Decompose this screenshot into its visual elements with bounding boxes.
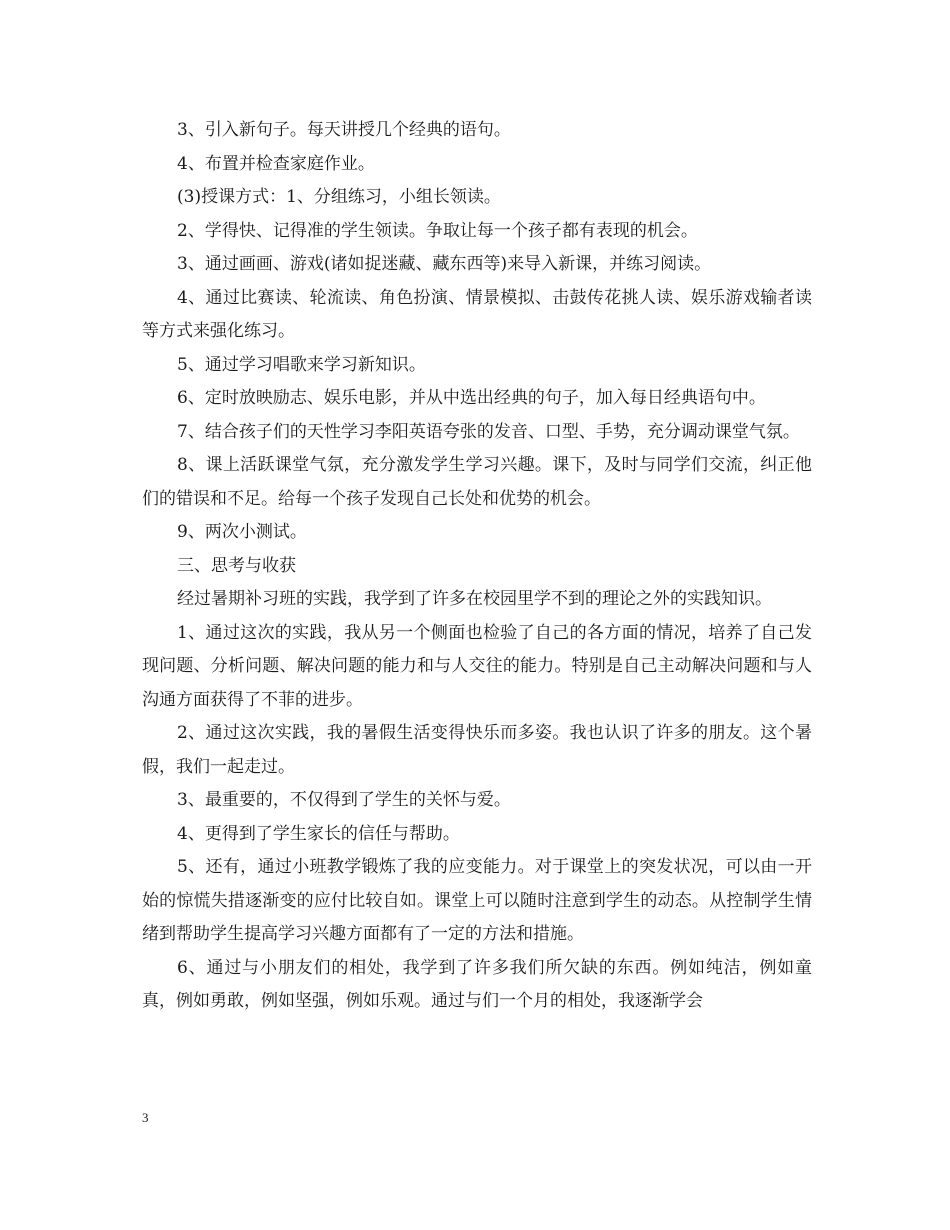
document-body [142,114,812,1019]
paragraph: 2、通过这次实践，我的暑假生活变得快乐而多姿。我也认识了许多的朋友。这个暑假，我们一起走过。 [142,723,812,777]
paragraph: 经过暑期补习班的实践，我学到了许多在校园里学不到的理论之外的实践知识。 [177,589,772,609]
paragraph: 5、还有，通过小班教学锻炼了我的应变能力。对于课堂上的突发状况，可以由一开始的惊慌失措逐渐变的应付比较自如。课堂上可以随时注意到学生的动态。从控制学生情绪到帮助学生提高学习兴趣方面都有了一定的方法和措施。 [142,857,812,944]
paragraph: 8、课上活跃课堂气氛，充分激发学生学习兴趣。课下，及时与同学们交流，纠正他们的错误和不足。给每一个孩子发现自己长处和优势的机会。 [142,455,812,509]
paragraph: 7、结合孩子们的天性学习李阳英语夸张的发音、口型、手势，充分调动课堂气氛。 [177,421,800,442]
paragraph: 3、引入新句子。每天讲授几个经典的语句。 [177,120,511,140]
paragraph: 4、布置并检查家庭作业。 [177,153,375,174]
paragraph: 5、通过学习唱歌来学习新知识。 [177,354,426,375]
paragraph: 4、通过比赛读、轮流读、角色扮演、情景模拟、击鼓传花挑人读、娱乐游戏输者读等方式来强化练习。 [142,287,812,341]
paragraph: (3)授课方式：1、分组练习，小组长领读。 [177,187,501,207]
paragraph: 1、通过这次的实践，我从另一个侧面也检验了自己的各方面的情况，培养了自己发现问题、分析问题、解决问题的能力和与人交往的能力。特别是自己主动解决问题和与人沟通方面获得了不菲的进步。 [142,622,812,710]
section-heading: 三、思考与收获 [177,555,296,576]
paragraph: 6、通过与小朋友们的相处，我学到了许多我们所欠缺的东西。例如纯洁，例如童真，例如勇敢，例如坚强，例如乐观。通过与们一个月的相处，我逐渐学会 [142,957,812,1011]
paragraph: 2、学得快、记得准的学生领读。争取让每一个孩子都有表现的机会。 [177,220,698,241]
paragraph: 6、定时放映励志、娱乐电影，并从中选出经典的句子，加入每日经典语句中。 [177,388,766,408]
paragraph: 9、两次小测试。 [177,522,307,542]
page-number: 3 [142,1110,149,1125]
paragraph: 3、通过画画、游戏(诸如捉迷藏、藏东西等)来导入新课，并练习阅读。 [177,254,712,274]
paragraph: 3、最重要的，不仅得到了学生的关怀与爱。 [177,790,511,810]
paragraph: 4、更得到了学生家长的信任与帮助。 [177,823,460,844]
